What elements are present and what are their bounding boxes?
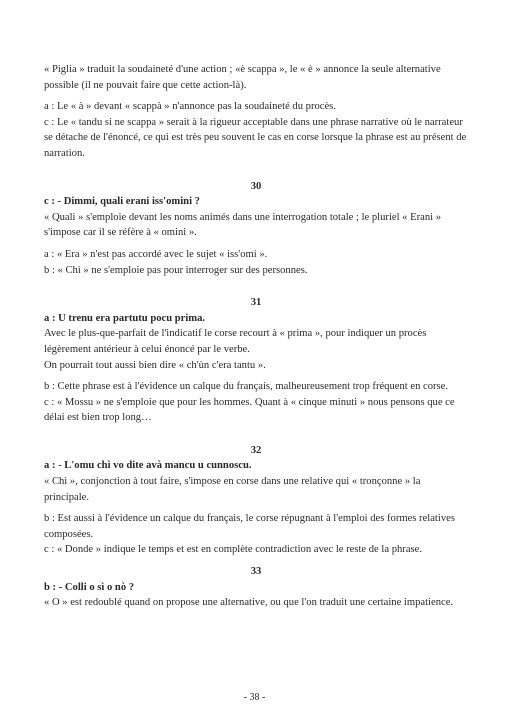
explanation-31-1: Avec le plus-que-parfait de l'indicatif le corse recourt à « prima », pour indiquer un procès légèrement antérieur à celui énoncé par le verbe. — [44, 328, 427, 355]
note-32-c: c : « Donde » indique le temps et est en complète contradiction avec le reste de la phrase. — [44, 544, 422, 556]
page-number: - 38 - — [243, 692, 266, 703]
intro-note-c: c : Le « tandu si ne scappa » serait à la rigueur acceptable dans une phrase narrative où le narrateur se détache de l'énoncé, ce qui est très peu souvent le cas en corse lorsque la phrase est au présent de narration. — [44, 116, 467, 159]
explanation-33: « O » est redoublé quand on propose une alternative, ou que l'on traduit une certaine impatience. — [44, 597, 454, 609]
note-30-b: b : « Chì » ne s'emploie pas pour interroger sur des personnes. — [44, 264, 308, 276]
section-number-33: 33 — [250, 566, 262, 578]
answer-question-32: a : - L'omu chì vo dite avà mancu u cunnoscu. — [44, 460, 252, 472]
answer-question-33: b : - Colli o sì o nò ? — [44, 581, 135, 593]
explanation-31-2: On pourrait tout aussi bien dire « ch'ùn c'era tantu ». — [44, 359, 266, 371]
intro-paragraph: « Piglia » traduit la soudaineté d'une action ; «è scappa », le « è » annonce la seule alternative possible (il ne pouvait faire que cette action-là). — [44, 64, 441, 91]
note-30-a: a : « Era » n'est pas accordé avec le sujet « iss'omi ». — [44, 248, 268, 260]
section-number-32: 32 — [250, 444, 262, 456]
note-32-b: b : Est aussi à l'évidence un calque du français, le corse répugnant à l'emploi des formes relatives composées. — [44, 513, 455, 540]
explanation-32: « Chì », conjonction à tout faire, s'impose en corse dans une relative qui « tronçonne » la principale. — [44, 476, 421, 503]
answer-question-31: a : U trenu era partutu pocu prima. — [44, 312, 206, 324]
note-31-c: c : « Mossu » ne s'emploie que pour les hommes. Quant à « cinque minuti » nous pensons que ce délai est bien trop long… — [44, 396, 455, 424]
section-number-31: 31 — [250, 297, 262, 309]
answer-question-30: c : - Dimmi, quali erani iss'omini ? — [44, 196, 200, 208]
explanation-30: « Quali » s'emploie devant les noms animés dans une interrogation totale ; le pluriel « Erani » s'impose car il se réfère à « omini ». — [44, 211, 442, 239]
section-number-30: 30 — [250, 180, 262, 192]
intro-note-a: a : Le « à » devant « scappà » n'annonce pas la soudaineté du procès. — [44, 101, 336, 113]
page-content — [44, 62, 468, 611]
note-31-b: b : Cette phrase est à l'évidence un calque du français, malheureusement trop fréquent en corse. — [44, 381, 449, 393]
